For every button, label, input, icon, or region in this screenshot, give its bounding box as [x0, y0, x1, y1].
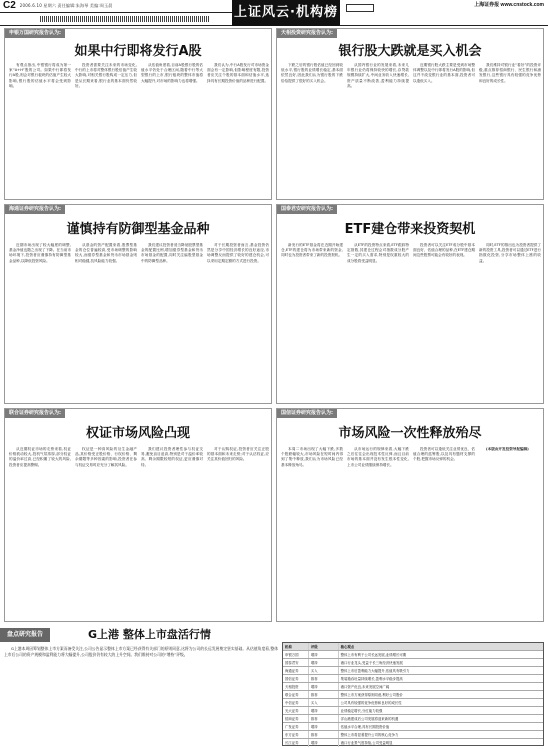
table-cell: 增持 [309, 651, 339, 658]
table-cell: 广发证券 [283, 723, 309, 730]
article-column [413, 63, 475, 197]
article-column [207, 63, 269, 197]
section-headline: 谨慎持有防御型基金品种 [66, 222, 210, 237]
paragraph: 下跌之后的银行股估值已经回到较低水平,银行股的业绩增长稳定,基本面依然良好,因此我们认为银行股的下跌恰恰提供了很好的买入机会。 [281, 63, 343, 83]
article-column [9, 63, 71, 197]
table-cell: 中信证券 [283, 699, 309, 706]
table-cell: 推荐 [309, 731, 339, 738]
paragraph: 从ETF的投资特点来看,ETF跟踪特定指数,其建仓过程会对指数成分股产生一定的买入需求,特别是权重较大的成分股将受益明显。 [347, 243, 409, 263]
paragraph: 从估值角度看,目前A股银行股的估值水平仍处于合理区间,随着中行等大型银行的上市,银行板块的整体市值将大幅提升,对市场的影响力也将增强。 [141, 63, 203, 83]
header-left [0, 0, 232, 12]
section-tag: 申银万国研究报告认为: [5, 29, 65, 38]
table-cell: 增持 [309, 659, 339, 666]
table-row [283, 739, 543, 747]
article-column [75, 243, 137, 401]
table-cell: 海通证券 [283, 667, 309, 674]
table-row [283, 651, 543, 659]
paragraph: 同时,ETF的推出也为投资者提供了新的投资工具,投资者可以通过ETF进行指数化投资,分享市场整体上涨的收益。 [479, 243, 541, 263]
header-title: 上证风云·机构榜 [234, 5, 338, 20]
table-header-cell: 评级 [309, 643, 339, 650]
table-cell: 招商证券 [283, 715, 309, 722]
article-section-4 [276, 204, 544, 404]
header-right [340, 0, 548, 26]
table-cell: 增持 [309, 739, 339, 747]
paragraph: 我们认为,中行A股发行对市场资金面会有一定影响,但影响程度有限,投资者应关注个股的基本面和估值水平,选择具有长期投资价值的品种进行配置。 [207, 63, 269, 83]
article-column [75, 63, 137, 197]
paragraph: 从基金的资产配置来看,股票型基金的仓位普遍较高,受市场调整的影响较大,而债券型基金和货币市场基金则相对稳健,抗风险能力较强。 [75, 243, 137, 263]
article-column [413, 243, 475, 401]
table-cell: 东方证券 [283, 731, 309, 738]
section-tag: 国泰君安研究报告认为: [277, 205, 337, 214]
paragraph: 有观点指出,中银银行将成为第一家“A+H”股的公司。如果中行即将发行A股,则会对银行板块的估值产生较大影响,银行股的估值水平将会受到影响。 [9, 63, 71, 88]
paragraph: 近期银行股大跌主要是受到市场整体调整以及中行即将发行A股的影响,但这并不改变银行业的基本面,投资者可以逢低买入。 [413, 63, 475, 83]
table-cell: 联合证券 [283, 691, 309, 698]
table-cell: 港口行业龙头,受益于长三角经济快速发展 [340, 661, 403, 665]
paragraph: G上港本周因筹划整体上市方案而备受关注,公司公告显示整体上市方案已经获得有关部门的原则同意,这将为公司的长远发展奠定坚实基础。从估值角度看,整体上市后公司的资产规模和盈利能力将大幅提升,公司股价仍有较大的上升空间。我们维持对公司的“增持”评级。 [4, 646, 278, 657]
table-cell: 光大证券 [283, 707, 309, 714]
article-column [141, 63, 203, 197]
bottom-section [0, 628, 548, 749]
article-column [347, 63, 409, 197]
bottom-body [4, 646, 278, 746]
article-column [141, 243, 203, 401]
article-column [413, 447, 475, 619]
bottom-headline: G上港 整体上市盘活行情 [88, 628, 211, 641]
article-column [479, 63, 541, 197]
bottom-tag: 盘点研究报告 [0, 628, 50, 642]
article-column [207, 243, 269, 401]
paragraph: 从市场运行的规律来看,大幅下跌之后往往会出现技术性反弹,而且目前市场的基本面并没有发生根本性变化,上市公司业绩继续保持增长。 [347, 447, 409, 467]
article-column [347, 447, 409, 619]
paragraph: 对于长期投资者而言,基金投资仍然是分享中国经济增长的良好途径,市场调整反而提供了较好的建仓机会,可以采用定期定额的方式进行投资。 [207, 243, 269, 263]
table-cell: 业绩稳定增长,分红能力较强 [340, 709, 383, 713]
table-cell: 买入 [309, 667, 339, 674]
table-cell: 整体上市将显著提升公司的核心竞争力 [340, 733, 399, 737]
section-tag: 天相投资研究报告认为: [277, 29, 337, 38]
table-cell: 推荐 [309, 675, 339, 682]
table-cell: 申银万国 [283, 651, 309, 658]
section-tag: 海通证券研究报告认为: [5, 205, 65, 214]
paragraph: 投资者可以关注ETF成分股中基本面良好、估值合理的品种,在ETF建仓期间这些股票可能会有较好的表现。 [413, 243, 475, 258]
article-column [141, 447, 203, 619]
paragraph: 新发行的ETF基金将在近期开始建仓,ETF的建仓将为市场带来新的资金,同时也为投资者带来了新的投资契机。 [281, 243, 343, 258]
article-column [347, 243, 409, 401]
table-row [283, 699, 543, 707]
article-column [9, 243, 71, 401]
article-section-5 [4, 408, 272, 622]
article-section-6 [276, 408, 544, 622]
newspaper-logo-icon [346, 4, 374, 12]
table-cell: 公司具有较强的竞争优势和良好的成长性 [340, 701, 402, 705]
section-tag: 联合证券研究报告认为: [5, 409, 65, 418]
table-cell: 整体上市方案获得原则同意,利好公司股价 [340, 693, 403, 697]
article-column [9, 447, 71, 619]
table-cell: 港口资产优良,未来发展空间广阔 [340, 685, 390, 689]
ratings-table [282, 642, 544, 746]
section-headline: 权证市场风险凸现 [85, 426, 190, 441]
header-pattern [40, 16, 210, 22]
article-column [281, 447, 343, 619]
table-cell: 国信证券 [283, 675, 309, 682]
section-tag: 国信证券研究报告认为: [277, 409, 337, 418]
header-site: 上海证券报 www.cnstock.com [474, 2, 544, 8]
table-row [283, 723, 543, 731]
table-cell: 洋山港建成后公司发展将迎来新的机遇 [340, 717, 399, 721]
table-cell: 增持 [309, 707, 339, 714]
table-cell: 推荐 [309, 691, 339, 698]
table-cell: 估值水平合理,具有长期投资价值 [340, 725, 390, 729]
paragraph: 本周二市场出现了大幅下跌,多数个股跌幅较大,市场风险在短时间内得到了集中释放,我们认为市场风险已经基本释放殆尽。 [281, 447, 343, 467]
section-headline: 银行股大跌就是买入机会 [338, 44, 482, 59]
article-column [75, 447, 137, 619]
table-header-row [283, 643, 543, 651]
header-title-box [232, 0, 340, 26]
paragraph: (本版由开发投资导报编辑) [486, 447, 529, 451]
table-row [283, 715, 543, 723]
paragraph: 近期市场出现了较大幅度的调整,基金净值也随之出现了下降。在当前市场环境下,投资者应谨慎持有防御型基金品种,以降低投资风险。 [9, 243, 71, 263]
table-cell: 整体上市有利于公司长远发展,业绩增长可期 [340, 653, 407, 657]
article-column [281, 243, 343, 401]
table-cell: 推荐 [309, 715, 339, 722]
article-section-1 [4, 28, 272, 200]
table-row [283, 731, 543, 739]
table-cell: 国泰君安 [283, 659, 309, 666]
table-cell: 港口行业景气度持续,公司受益明显 [340, 741, 393, 745]
table-cell: 买入 [309, 699, 339, 706]
section-headline: 如果中行即将发行A股 [74, 44, 202, 59]
table-header-cell: 核心观点 [340, 645, 355, 649]
article-column [479, 243, 541, 401]
table-row [283, 683, 543, 691]
article-section-3 [4, 204, 272, 404]
paragraph: 从国内银行业的发展来看,未来几年银行业仍将保持较快的增长,存贷款规模持续扩大,中间业务收入快速增长,资产质量不断改善,盈利能力持续提高。 [347, 63, 409, 88]
table-cell: 整体上市后盈利能力大幅提升,估值具有吸引力 [340, 669, 410, 673]
table-header-cell: 机构 [283, 643, 309, 650]
table-row [283, 691, 543, 699]
header-meta: 2006.6.10 星期六 责任编辑:朱海琴 美编:周玉晨 [19, 3, 113, 9]
paragraph: 对于认购权证,投资者应关注正股的基本面和未来走势;对于认沽权证,应关注其价值回归的风险。 [207, 447, 269, 462]
paragraph: 投资者可以逢低关注业绩优良、估值合理的蓝筹股,以及具有题材支撑的个股,把握市场反弹的机会。 [413, 447, 475, 462]
paragraph: 我们维持对银行业“看好”的投资评级,重点推荐招商银行、民生银行和浦发银行,这些银行具有较强的竞争优势和良好的成长性。 [479, 63, 541, 83]
paragraph: 投资者需要关注未来的市场变化,中行的上市将对整体银行股估值产生较大影响,对相关银行股构成一定压力,但是从长期来看,银行业的基本面仍然较好。 [75, 63, 137, 88]
article-column [281, 63, 343, 197]
header-band [0, 12, 232, 26]
table-row [283, 667, 543, 675]
table-cell: 长江证券 [283, 739, 309, 747]
paragraph: 我们建议投资者适当降低股票型基金的配置比例,增加债券型基金和货币市场基金的配置,同时关注偏股型基金中的防御型品种。 [141, 243, 203, 263]
paragraph: 从近期权证市场的走势来看,权证价格波动较大,投机气氛浓厚,部分权证的溢价率过高,已经积累了较大的风险,投资者应提高警惕。 [9, 447, 71, 467]
table-row [283, 707, 543, 715]
table-cell: 天相投资 [283, 683, 309, 690]
table-cell: 集装箱吞吐量持续增长,盈利水平稳步提高 [340, 677, 403, 681]
section-headline: ETF建仓带来投资契机 [344, 222, 476, 237]
section-headline: 市场风险一次性释放殆尽 [338, 426, 482, 441]
table-row [283, 659, 543, 667]
article-column [207, 447, 269, 619]
table-cell: 增持 [309, 683, 339, 690]
paragraph: 权证是一种高风险的衍生金融产品,其价格受正股价格、行权价格、剩余期限等多种因素的影响,投资者在参与权证交易时应充分了解其风险。 [75, 447, 137, 467]
paragraph: 我们建议投资者理性参与权证交易,避免盲目追高,特别是对于溢价率较高、剩余期限较短的权证,更应谨慎对待。 [141, 447, 203, 467]
page-number: C2 [3, 0, 16, 11]
article-column [479, 447, 541, 619]
article-section-2 [276, 28, 544, 200]
table-cell: 增持 [309, 723, 339, 730]
table-row [283, 675, 543, 683]
